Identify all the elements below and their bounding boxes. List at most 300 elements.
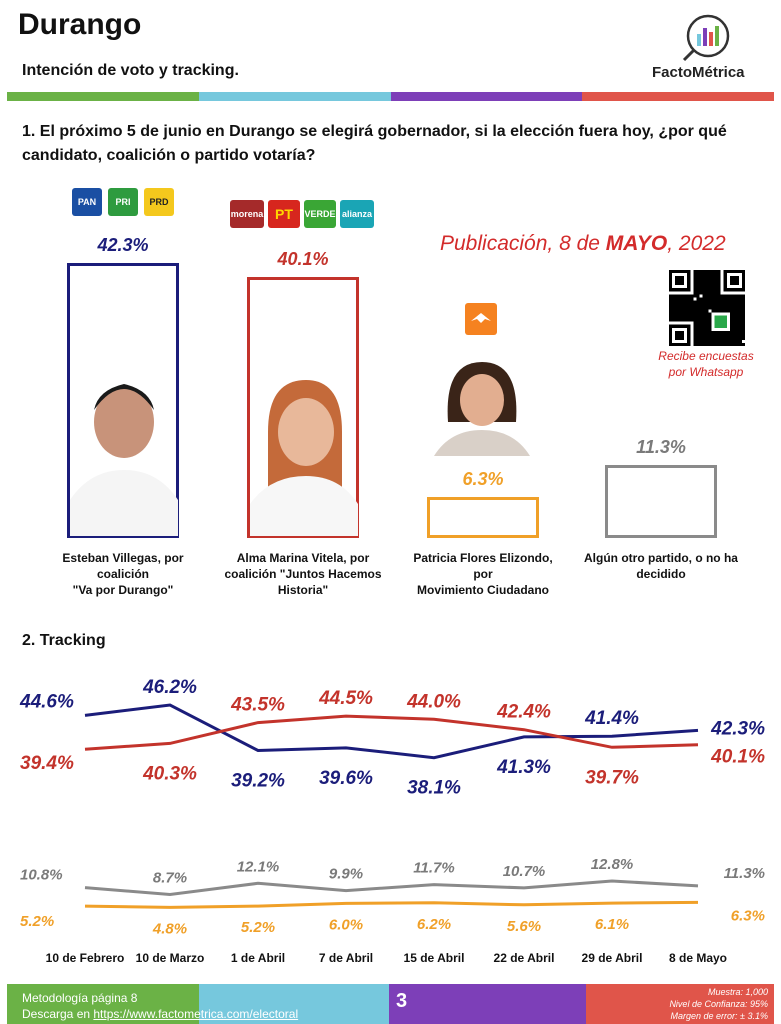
qr-module (709, 325, 712, 328)
qr-module (705, 313, 708, 316)
qr-module (736, 294, 739, 297)
qr-module (696, 291, 699, 294)
qr-module (675, 303, 678, 306)
qr-module (693, 288, 696, 291)
series-2-label-7: 11.3% (723, 864, 765, 882)
qr-module (678, 300, 681, 303)
qr-module (681, 319, 684, 322)
qr-module (699, 300, 702, 303)
download-line (22, 1006, 298, 1022)
qr-module (709, 343, 712, 346)
qr-module (696, 270, 699, 273)
series-3-label-1: 4.8% (152, 920, 188, 938)
qr-module (705, 291, 708, 294)
qr-module (730, 343, 733, 346)
qr-module (702, 306, 705, 309)
series-0-label-3: 39.6% (319, 767, 373, 789)
qr-module (721, 337, 724, 340)
series-1-label-3: 44.5% (319, 688, 373, 710)
qr-module (705, 337, 708, 340)
candidate-label-line: Patricia Flores Elizondo, por (413, 551, 553, 581)
qr-module (684, 306, 687, 309)
qr-module (696, 337, 699, 340)
qr-module (705, 270, 708, 273)
qr-module (684, 297, 687, 300)
qr-module (693, 294, 696, 297)
qr-module (672, 294, 675, 297)
publication-prefix: Publicación, 8 de (440, 232, 606, 255)
qr-module (730, 276, 739, 285)
qr-module (696, 319, 699, 322)
qr-module (712, 297, 715, 300)
qr-module (696, 300, 699, 303)
qr-module (709, 297, 712, 300)
qr-module (715, 337, 718, 340)
qr-module (693, 331, 696, 334)
candidate-label-0 (43, 550, 203, 598)
qr-module (742, 325, 745, 328)
tracking-title: 2. Tracking (22, 632, 106, 649)
qr-module (712, 306, 715, 309)
qr-module (733, 331, 736, 334)
series-0-label-1: 46.2% (143, 677, 197, 698)
qr-module (699, 279, 702, 282)
qr-module (699, 297, 702, 300)
qr-module (702, 337, 705, 340)
qr-module (693, 276, 696, 279)
qr-module (699, 273, 702, 276)
qr-module (715, 276, 718, 279)
qr-module (705, 303, 708, 306)
qr-module (712, 294, 715, 297)
qr-module (724, 297, 727, 300)
series-3-label-4: 6.2% (416, 915, 452, 933)
series-3-label-0: 5.2% (20, 913, 55, 931)
qr-module (702, 297, 705, 300)
qr-module (684, 303, 687, 306)
qr-module (712, 310, 715, 313)
brand-name: FactoMétrica (652, 64, 745, 81)
qr-module (724, 306, 727, 309)
qr-module (693, 322, 696, 325)
page-number: 3 (396, 990, 408, 1012)
qr-module (681, 300, 684, 303)
qr-module (709, 306, 712, 309)
x-tick-label-5: 22 de Abril (493, 951, 555, 965)
qr-module (742, 310, 745, 313)
qr-module (739, 316, 742, 319)
qr-module (736, 303, 739, 306)
qr-module (684, 313, 687, 316)
qr-module (675, 300, 678, 303)
qr-module (687, 300, 690, 303)
qr-module (733, 316, 736, 319)
qr-module (712, 331, 715, 334)
qr-module (715, 343, 718, 346)
qr-module (705, 325, 708, 328)
qr-module (702, 328, 705, 331)
qr-module (690, 294, 693, 297)
qr-module (733, 310, 736, 313)
series-3-label-3: 6.0% (328, 916, 364, 934)
qr-module (702, 291, 705, 294)
qr-module (730, 303, 733, 306)
qr-module (733, 297, 736, 300)
qr-module (730, 297, 733, 300)
qr-module (718, 300, 721, 303)
qr-module (739, 325, 742, 328)
series-0-label-4: 38.1% (407, 777, 461, 799)
qr-module (709, 334, 712, 337)
qr-module (718, 270, 721, 273)
qr-module (696, 343, 699, 346)
qr-module (696, 322, 699, 325)
qr-module (733, 303, 736, 306)
qr-module (696, 285, 699, 288)
qr-module (742, 294, 745, 297)
qr-module (730, 331, 733, 334)
qr-module (718, 276, 721, 279)
qr-module (718, 288, 721, 291)
qr-module (721, 300, 724, 303)
qr-module (739, 334, 742, 337)
series-line-3 (85, 902, 698, 907)
x-tick-label-3: 7 de Abril (318, 951, 374, 965)
qr-module (712, 285, 715, 288)
qr-module (669, 297, 672, 300)
qr-module (696, 340, 699, 343)
qr-module (709, 300, 712, 303)
qr-module (736, 319, 739, 322)
qr-module (696, 328, 699, 331)
qr-module (696, 288, 699, 291)
qr-module (690, 300, 693, 303)
qr-module (672, 313, 675, 316)
qr-module (702, 282, 705, 285)
qr-module (681, 316, 684, 319)
qr-module (730, 300, 733, 303)
qr-module (742, 306, 745, 309)
qr-module (705, 334, 708, 337)
qr-module (742, 322, 745, 325)
qr-module (742, 297, 745, 300)
qr-module (739, 297, 742, 300)
qr-module (736, 340, 739, 343)
qr-module (733, 319, 736, 322)
qr-module (730, 328, 733, 331)
qr-module (681, 310, 684, 313)
qr-module (742, 313, 745, 316)
qr-module (721, 334, 724, 337)
qr-module (730, 313, 733, 316)
series-3-label-7: 6.3% (730, 907, 765, 925)
bar-value-label-3: 11.3% (636, 436, 686, 457)
qr-module (742, 319, 745, 322)
qr-module (715, 310, 718, 313)
qr-module (718, 306, 721, 309)
qr-module (672, 316, 675, 319)
footer-methodology (22, 990, 298, 1022)
qr-module (742, 343, 745, 346)
qr-module (705, 310, 708, 313)
page-title: Durango (18, 8, 142, 41)
qr-module (742, 334, 745, 337)
qr-module (669, 319, 672, 322)
qr-module (696, 325, 699, 328)
qr-module (696, 310, 699, 313)
qr-module (687, 294, 690, 297)
series-1-label-2: 43.5% (231, 694, 285, 716)
confidence-level: Nivel de Confianza: 95% (669, 999, 768, 1009)
qr-module (702, 340, 705, 343)
x-tick-label-1: 10 de Marzo (135, 951, 205, 965)
qr-module (684, 294, 687, 297)
qr-module (687, 297, 690, 300)
qr-module (702, 331, 705, 334)
qr-module (712, 337, 715, 340)
qr-module (718, 334, 721, 337)
whatsapp-qr-code[interactable] (669, 270, 745, 346)
qr-module (678, 297, 681, 300)
qr-module (727, 303, 730, 306)
qr-module (718, 331, 721, 334)
publication-date (440, 232, 726, 256)
qr-module (702, 285, 705, 288)
qr-module (712, 343, 715, 346)
series-1-label-0: 39.4% (20, 753, 74, 775)
qr-module (724, 334, 727, 337)
verde-logo: VERDE (304, 200, 336, 228)
series-2-label-6: 12.8% (590, 856, 634, 873)
qr-module (705, 343, 708, 346)
qr-module (705, 282, 708, 285)
qr-module (669, 316, 672, 319)
qr-module (693, 291, 696, 294)
qr-module (699, 334, 702, 337)
qr-module (702, 276, 705, 279)
qr-module (709, 273, 712, 276)
qr-module (709, 319, 712, 322)
bar-2 (427, 497, 539, 538)
qr-module (709, 291, 712, 294)
qr-module (693, 343, 696, 346)
qr-module (684, 316, 687, 319)
qr-module (696, 273, 699, 276)
qr-module (690, 297, 693, 300)
qr-module (736, 334, 739, 337)
qr-module (693, 273, 696, 276)
qr-module (712, 273, 715, 276)
qr-module (690, 303, 693, 306)
pt-logo: PT (268, 200, 300, 228)
qr-module (696, 306, 699, 309)
qr-module (699, 291, 702, 294)
qr-module (693, 316, 696, 319)
qr-module (669, 306, 672, 309)
qr-module (727, 334, 730, 337)
qr-module (702, 270, 705, 273)
qr-module (709, 270, 712, 273)
qr-module (675, 331, 684, 340)
qr-module (721, 303, 724, 306)
qr-module (696, 303, 699, 306)
qr-module (736, 322, 739, 325)
qr-module (712, 282, 715, 285)
qr-module (702, 279, 705, 282)
qr-module (730, 316, 733, 319)
qr-module (681, 297, 684, 300)
qr-module (709, 331, 712, 334)
series-2-label-5: 10.7% (502, 862, 546, 880)
qr-module (702, 294, 705, 297)
qr-module (672, 303, 675, 306)
qr-module (669, 300, 672, 303)
qr-module (715, 316, 727, 328)
series-1-label-5: 42.4% (497, 701, 551, 723)
qr-module (705, 328, 708, 331)
qr-module (712, 334, 715, 337)
qr-module (699, 306, 702, 309)
qr-module (718, 310, 721, 313)
qr-module (705, 306, 708, 309)
qr-module (675, 294, 678, 297)
qr-module (718, 303, 721, 306)
qr-module (693, 285, 696, 288)
qr-module (699, 340, 702, 343)
candidate-label-line: "Va por Durango" (72, 583, 174, 597)
qr-module (687, 319, 690, 322)
qr-module (693, 282, 696, 285)
qr-module (724, 331, 727, 334)
alianza-logo: alianza (340, 200, 374, 228)
footer-purple (389, 984, 586, 1024)
qr-module (705, 316, 708, 319)
series-1-label-7: 40.1% (711, 746, 765, 768)
qr-module (699, 303, 702, 306)
qr-module (733, 306, 736, 309)
page-subtitle: Intención de voto y tracking. (22, 62, 239, 79)
candidate-photo-patricia-flores (430, 352, 534, 456)
series-2-label-2: 12.1% (236, 858, 280, 876)
qr-module (733, 294, 736, 297)
qr-module (715, 273, 718, 276)
qr-module (715, 291, 718, 294)
x-tick-label-0: 10 de Febrero (45, 951, 125, 965)
qr-module (715, 306, 718, 309)
qr-module (693, 310, 696, 313)
qr-module (690, 310, 693, 313)
qr-module (724, 303, 727, 306)
qr-module (690, 316, 693, 319)
qr-module (736, 325, 739, 328)
qr-module (727, 297, 730, 300)
qr-module (699, 288, 702, 291)
qr-module (739, 343, 742, 346)
qr-module (699, 328, 702, 331)
qr-module (696, 316, 699, 319)
qr-module (693, 313, 696, 316)
download-prefix: Descarga en (22, 1007, 94, 1021)
qr-module (730, 325, 733, 328)
qr-module (699, 282, 702, 285)
qr-module (721, 297, 724, 300)
qr-module (684, 319, 687, 322)
qr-module (739, 331, 742, 334)
series-1-label-1: 40.3% (143, 763, 197, 785)
qr-module (681, 303, 684, 306)
qr-module (702, 300, 705, 303)
series-2-label-0: 10.8% (20, 866, 63, 884)
qr-module (715, 294, 718, 297)
qr-module (699, 285, 702, 288)
qr-module (736, 310, 739, 313)
qr-module (672, 297, 675, 300)
candidate-label-1 (223, 550, 383, 598)
qr-module (712, 276, 715, 279)
qr-module (730, 310, 733, 313)
qr-module (687, 310, 690, 313)
qr-module (702, 319, 705, 322)
series-0-label-7: 42.3% (711, 718, 765, 740)
qr-module (678, 319, 681, 322)
qr-module (733, 328, 736, 331)
candidate-label-line: Movimiento Ciudadano (417, 583, 549, 597)
series-0-label-5: 41.3% (497, 756, 551, 778)
candidate-label-2 (403, 550, 563, 598)
qr-module (684, 300, 687, 303)
candidate-label-line: decidido (636, 567, 686, 581)
qr-module (721, 343, 724, 346)
qr-module (712, 270, 715, 273)
qr-module (733, 340, 736, 343)
x-tick-label-7: 8 de Mayo (668, 951, 728, 965)
publication-suffix: , 2022 (667, 232, 726, 255)
qr-module (675, 276, 684, 285)
candidate-label-3 (581, 550, 741, 582)
qr-module (709, 322, 712, 325)
series-3-label-5: 5.6% (506, 917, 542, 935)
qr-module (672, 310, 675, 313)
publication-month: MAYO (605, 232, 668, 255)
qr-module (696, 297, 699, 300)
pan-logo: PAN (72, 188, 102, 216)
qr-module (730, 319, 733, 322)
qr-module (709, 303, 712, 306)
series-0-label-0: 44.6% (20, 691, 74, 713)
qr-module (693, 325, 696, 328)
qr-module (669, 310, 672, 313)
qr-module (727, 343, 730, 346)
qr-module (687, 306, 690, 309)
candidate-label-line: Algún otro partido, o no ha (584, 551, 738, 565)
x-tick-label-4: 15 de Abril (403, 951, 465, 965)
qr-module (693, 300, 696, 303)
qr-module (709, 285, 712, 288)
x-tick-label-6: 29 de Abril (581, 951, 643, 965)
qr-module (709, 328, 712, 331)
qr-module (696, 282, 699, 285)
qr-module (715, 297, 718, 300)
qr-module (730, 340, 733, 343)
bar-3 (605, 465, 717, 538)
qr-module (681, 294, 684, 297)
qr-module (705, 297, 708, 300)
qr-module (739, 340, 742, 343)
qr-module (718, 337, 721, 340)
qr-module (681, 313, 684, 316)
download-link[interactable]: https://www.factometrica.com/electoral (93, 1007, 299, 1021)
qr-module (693, 334, 696, 337)
